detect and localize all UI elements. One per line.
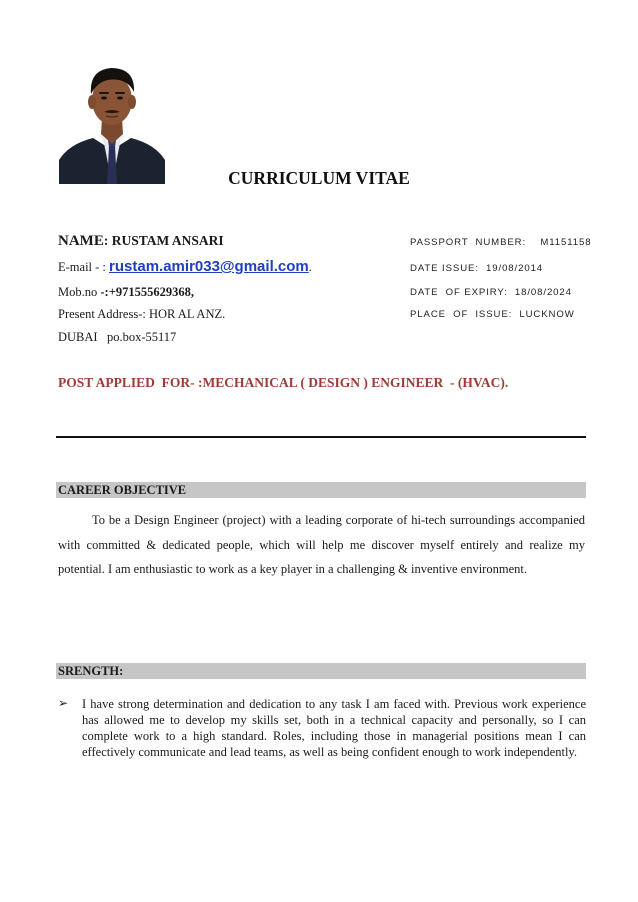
address-label: Present Address-: [58,307,146,321]
name-label: NAME [58,233,104,249]
arrow-bullet-icon: ➢ [58,696,69,710]
passport-issue-place: PLACE OF ISSUE: LUCKNOW [410,309,575,320]
email-trail: . [308,260,312,274]
address-line-2: DUBAI po.box-55117 [58,330,177,344]
email-separator: - : [95,260,106,274]
passport-expiry-date: DATE OF EXPIRY: 18/08/2024 [410,287,572,298]
mobile-line [58,285,194,300]
name-value: : RUSTAM ANSARI [103,233,224,248]
passport-issue-date: DATE ISSUE: 19/08/2014 [410,263,544,274]
post-applied: POST APPLIED FOR- :MECHANICAL ( DESIGN ) ENGINEER - (HVAC). [58,375,509,390]
passport-number: PASSPORT NUMBER: M1151158 [410,237,592,248]
strength-item-text: I have strong determination and dedication to any task I am faced with. Previous work experience has allowed me to develop my skills set, both in a technical capacity and personally, so I can complete work to a high standard. Roles, including those in managerial positions mean I can effectively communicate and lead teams, as well as being confident enough to work independently. [82,697,586,759]
career-objective-text: To be a Design Engineer (project) with a leading corporate of hi-tech surroundings accompanied with committed & dedicated people, which will help me discover myself entirely and realize my potential. I am enthusiastic to work as a key player in a challenging & inventive environment. [58,513,585,576]
document-title: CURRICULUM VITAE [228,168,410,188]
person-portrait-icon [59,52,165,184]
address-value: HOR AL ANZ. [148,307,226,321]
name-line [58,233,224,250]
divider-line [56,436,586,438]
list-item [58,696,586,760]
email-link[interactable]: rustam.amir033@gmail.com [109,258,309,275]
profile-photo [59,52,165,184]
section-heading-strength: SRENGTH: [56,663,586,679]
email-line [58,258,312,275]
mobile-label: Mob.no [58,285,98,299]
strength-list [58,696,586,760]
section-heading-career: CAREER OBJECTIVE [56,482,586,498]
mobile-value: -:+971555629368, [100,285,194,299]
address-line [58,307,225,322]
email-label: E-mail [58,260,93,274]
